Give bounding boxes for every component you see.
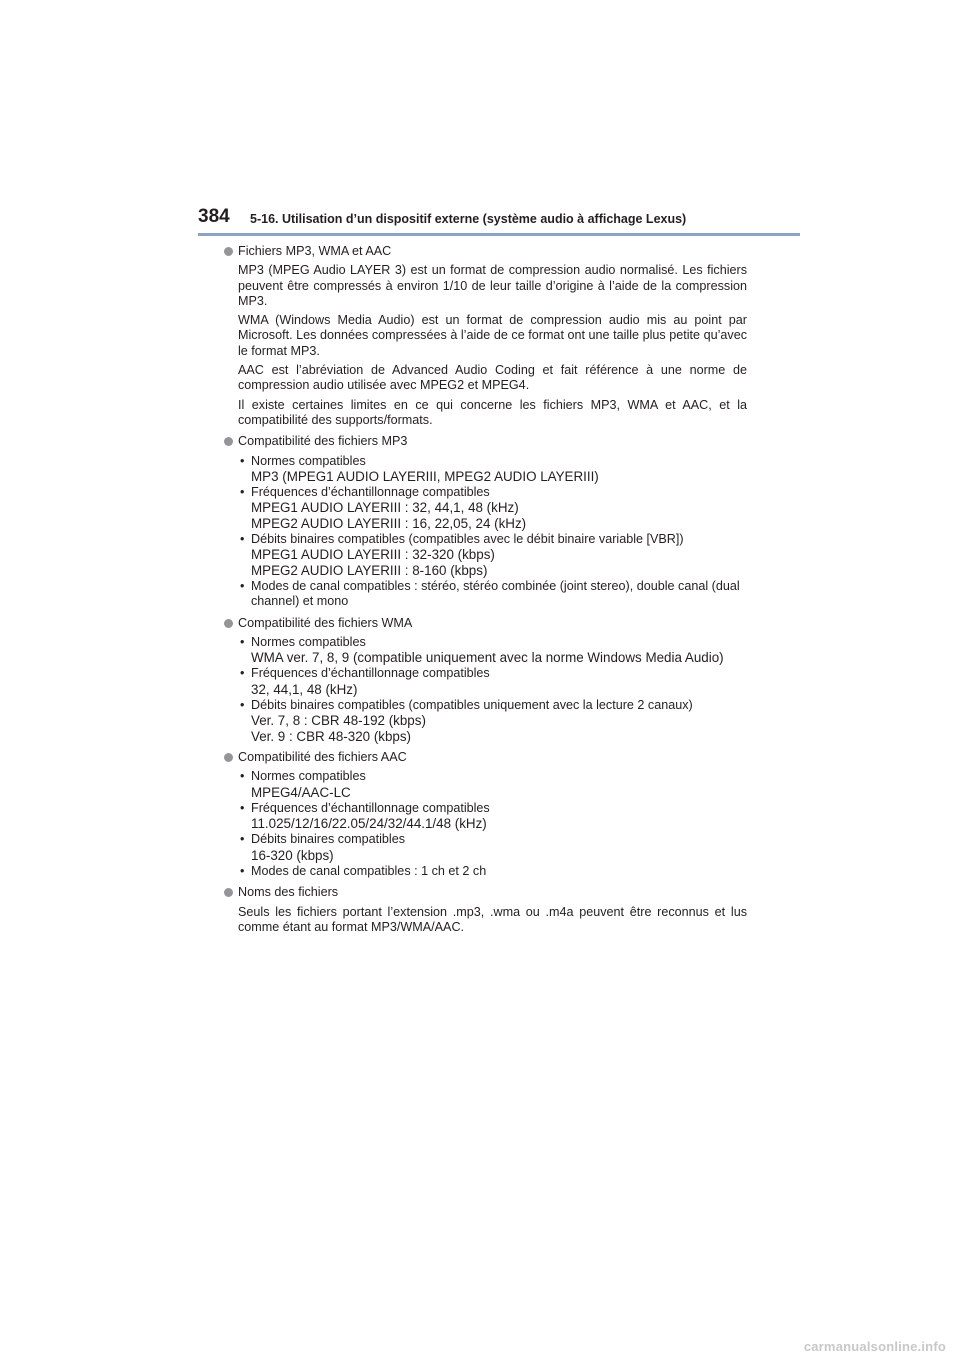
heading-text: Compatibilité des fichiers AAC [238,749,407,764]
list-item [238,832,747,863]
paragraph: MP3 (MPEG Audio LAYER 3) est un format de compression audio normalisé. Les fichiers peuvent être compressés à environ 1/10 de leur taille d’origine à l’aide de la compression MP3. [238,263,747,308]
section-aac [224,750,747,879]
item-value: MPEG1 AUDIO LAYERIII : 32, 44,1, 48 (kHz) [251,500,519,516]
item-value: 11.025/12/16/22.05/24/32/44.1/48 (kHz) [251,816,487,832]
dot-bullet-icon: • [240,698,245,713]
item-label: Fréquences d’échantillonnage compatibles [251,666,490,681]
paragraph: WMA (Windows Media Audio) est un format de compression audio mis au point par Microsoft. Les données compressées à l’aide de ce format ont une taille plus petite qu’avec le format MP3. [238,313,747,358]
circle-bullet-icon [224,437,233,446]
section-heading [224,885,747,900]
section-file-names [224,885,747,935]
circle-bullet-icon [224,753,233,762]
item-label: Fréquences d’échantillonnage compatibles [251,800,490,815]
heading-text: Compatibilité des fichiers WMA [238,615,413,630]
item-label: Fréquences d’échantillonnage compatibles [251,485,490,500]
circle-bullet-icon [224,888,233,897]
page-content [224,244,747,941]
item-value: Ver. 9 : CBR 48-320 (kbps) [251,728,412,744]
watermark: carmanualsonline.info [803,1339,946,1354]
circle-bullet-icon [224,619,233,628]
section-heading [224,750,747,765]
heading-text: Fichiers MP3, WMA et AAC [238,244,392,258]
section-wma [224,616,747,744]
chapter-title: 5-16. Utilisation d’un dispositif externe (système audio à affichage Lexus) [250,212,687,226]
item-label: Modes de canal compatibles : stéréo, stéréo combinée (joint stereo), double canal (dual channel) et mono [251,578,740,609]
item-value: MPEG2 AUDIO LAYERIII : 8-160 (kbps) [251,562,488,578]
item-label: Modes de canal compatibles : 1 ch et 2 ch [251,863,487,878]
list-item [238,864,747,879]
list-item [238,801,747,832]
section-formats [224,244,747,428]
list-item [238,698,747,744]
dot-bullet-icon: • [240,863,245,878]
paragraph: Seuls les fichiers portant l’extension .mp3, .wma ou .m4a peuvent être reconnus et lus comme étant au format MP3/WMA/AAC. [238,904,747,934]
list-item [238,635,747,666]
item-value: MPEG4/AAC-LC [251,784,351,800]
heading-text: Compatibilité des fichiers MP3 [238,434,408,449]
list-item [238,454,747,485]
list-item [238,532,747,578]
page-number: 384 [198,206,230,227]
item-label: Normes compatibles [251,453,366,468]
section-heading [224,616,747,631]
section-mp3 [224,434,747,609]
item-value: 16-320 (kbps) [251,847,334,863]
spec-list [238,635,747,744]
item-label: Normes compatibles [251,769,366,784]
list-item [238,769,747,800]
item-value: 32, 44,1, 48 (kHz) [251,681,358,697]
list-item [238,485,747,531]
item-label: Débits binaires compatibles (compatibles avec le débit binaire variable [VBR]) [251,532,684,547]
dot-bullet-icon: • [240,800,245,815]
heading-text: Noms des fichiers [238,885,339,900]
dot-bullet-icon: • [240,634,245,649]
dot-bullet-icon: • [240,832,245,847]
list-item [238,579,747,610]
header-rule [198,233,800,236]
item-value: MP3 (MPEG1 AUDIO LAYERIII, MPEG2 AUDIO LAYERIII) [251,468,599,484]
circle-bullet-icon [224,247,233,256]
paragraph: Il existe certaines limites en ce qui concerne les fichiers MP3, WMA et AAC, et la compatibilité des supports/formats. [238,397,747,427]
dot-bullet-icon: • [240,485,245,500]
item-value: WMA ver. 7, 8, 9 (compatible uniquement avec la norme Windows Media Audio) [251,650,724,666]
dot-bullet-icon: • [240,453,245,468]
section-heading [224,244,747,259]
list-item [238,666,747,697]
item-label: Normes compatibles [251,634,366,649]
item-value: MPEG2 AUDIO LAYERIII : 16, 22,05, 24 (kHz) [251,515,527,531]
item-value: MPEG1 AUDIO LAYERIII : 32-320 (kbps) [251,547,495,563]
item-label: Débits binaires compatibles [251,832,405,847]
spec-list [238,769,747,879]
item-value: Ver. 7, 8 : CBR 48-192 (kbps) [251,713,426,729]
dot-bullet-icon: • [240,666,245,681]
dot-bullet-icon: • [240,578,245,593]
paragraph: AAC est l’abréviation de Advanced Audio Coding et fait référence à une norme de compression audio utilisée avec MPEG2 et MPEG4. [238,363,747,393]
dot-bullet-icon: • [240,769,245,784]
dot-bullet-icon: • [240,532,245,547]
spec-list [238,454,747,610]
item-label: Débits binaires compatibles (compatibles uniquement avec la lecture 2 canaux) [251,698,693,713]
section-heading [224,434,747,449]
page-header [198,206,800,236]
